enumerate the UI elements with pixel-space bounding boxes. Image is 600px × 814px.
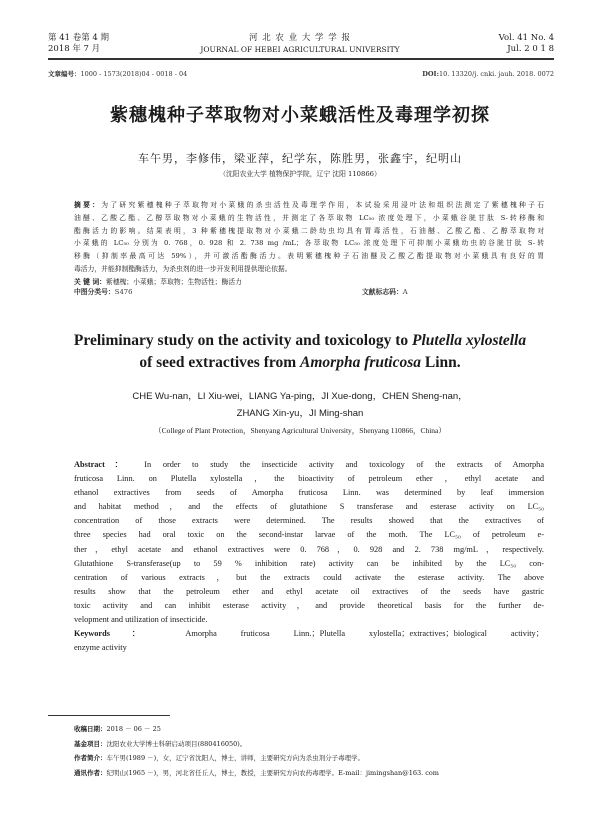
article-number-label: 文章编号： [48,70,81,78]
cn-clc-label: 中图分类号： [74,288,115,296]
article-number-value: 1000 - 1573(2018)04 - 0018 - 04 [80,70,188,78]
cn-abstract-line: 摘要：为了研究紫穗槐种子萃取物对小菜蛾的杀虫活性及毒理学作用，本试验采用浸叶法和组织法测定了紫穗槐种子石 [74,201,545,209]
cn-clc [74,288,132,297]
footnote-rule [48,715,170,716]
journal-cn: 河 北 农 业 大 学 学 报 [249,33,351,43]
en-title-line: Preliminary study on the activity and toxicology to Plutella xylostella [73,332,527,349]
en-abstract-line: centration of various extracts，but the extracts could activate the esterase activity. The above [74,572,544,582]
en-abstract-line: ther，ethyl acetate and ethanol extractives were 0. 768，0. 928 and 2. 738 mg/mL，respectively. [74,544,544,554]
en-abstract-line: fruticosa Linn. on Plutella xylostella，the bioactivity of petroleum ether，ethyl acetate and [74,474,544,484]
footnote-corresponding: 通讯作者：纪明山(1965 －)，男，河北省任丘人，博士，教授，主要研究方向农药毒理学。E-mail：jimingshan@163. com [74,768,439,777]
cn-abstract-label: 摘要： [74,201,102,209]
footnote-author: 作者简介：车午男(1989 －)，女，辽宁省沈阳人，博士，讲师，主要研究方向为杀虫剂分子毒理学。 [74,754,365,762]
en-abstract-line: results show that the petroleum ether and ethyl acetate oil extractives of the seeds have gastric [74,586,544,596]
cn-title: 紫穗槐种子萃取物对小菜蛾活性及毒理学初探 [110,105,490,126]
en-title [0,330,600,374]
cn-abstract-line: 酯酶活力的影响。结果表明，3 种紫穗槐提取物对小菜蛾二龄幼虫均具有胃毒活性，石油醚、乙酸乙酯、乙醇萃取物对 [74,226,544,235]
en-keywords-cont: enzyme activity [74,643,127,653]
volume-cn: 第 41 卷第 4 期 [48,33,110,43]
cn-abstract-line: 移酶（抑制率最高可达 59%），并可激活酯酶活力。表明紫穗槐种子石油醚及乙酸乙酯提取物对小菜蛾具有良好的胃 [74,252,544,261]
cn-abstract-line: 小菜蛾的 LC₅₀ 分别为 0. 768，0. 928 和 2. 738 mg /mL；各萃取物 LC₅₀ 浓度处理下可抑制小菜蛾幼虫的谷胱甘肽 S-转 [74,239,544,248]
en-title-line: of seed extractives from Amorpha fruticosa Linn. [139,354,461,371]
en-abstract-line: concentration of those extracts were determined. The results showed that the extractives of [74,516,544,526]
doi-value: 10. 13320/j. cnki. jauh. 2018. 0072 [438,70,554,78]
cn-abstract-line: 油醚、乙酸乙酯、乙醇萃取物对小菜蛾的生物活性，并测定了各萃取物 LC₅₀ 浓度处理下，小菜蛾谷胱甘肽 S-转移酶和 [74,213,544,222]
cn-keywords-label: 关 键 词： [74,277,106,286]
cn-doc-code [362,288,408,297]
date-cn: 2018 年 7 月 [48,44,101,54]
en-abstract-line: ethanol extractives from seeds of Amorpha fruticosa Linn. was determined by leaf immersion [74,488,544,498]
en-abstract-line: and habitat method，and the effects of glutathione S transferase and esterase activity on LC₅₀ [74,502,544,512]
en-abstract-label: Abstract： [74,460,133,469]
doi [422,70,554,79]
en-abstract [74,458,544,655]
cn-doc-code-label: 文献标志码： [362,288,403,296]
article-number [48,70,187,79]
cn-abstract [74,199,544,289]
footnotes [74,722,554,780]
cn-authors: 车午男，李修伟，梁亚萍，纪学东，陈胜男，张鑫宇，纪明山 [138,152,462,165]
cn-clc-value: S476 [114,288,133,296]
en-abstract-line: Abstract： In order to study the insecticide activity and toxicology of the extracts of Amorpha [74,460,545,469]
cn-keywords-value: 紫穗槐；小菜蛾；萃取物；生物活性；酶活力 [105,277,242,286]
en-abstract-line: toxic activity and can inhibit esterase activity，and provide theoretical basis for the further de- [74,600,544,610]
en-abstract-line: Glutathione S-transferase(up to 59 % inhibition rate) activity can be inhibited by the LC₅₀ con- [74,558,544,568]
en-abstract-line: three species had oral toxic on the second-instar larvae of the moth. The LC₅₀ of petroleum e- [74,530,544,540]
en-authors: CHE Wu-nan，LI Xiu-wei，LIANG Ya-ping，JI Xue-dong，CHEN Sheng-nan， ZHANG Xin-yu，JI Ming-shan [132,391,468,419]
cn-abstract-line: 毒活力，并能抑制酯酶活力，为杀虫剂的进一步开发利用提供理论依据。 [74,264,292,273]
doi-label: DOI: [422,70,439,78]
cn-keywords [74,276,544,289]
date-en: Jul. 2 0 1 8 [507,44,554,54]
footnote-fund: 基金项目：沈阳农业大学博士科研启动项目(880416050)。 [74,739,247,748]
cn-affiliation: （沈阳农业大学 植物保护学院，辽宁 沈阳 110866） [219,170,381,178]
cn-doc-code-value: A [402,288,408,296]
en-keywords-value: Amorpha fruticosa Linn.；Plutella xylostella；extractives；biological activity； [185,629,545,639]
header-rule [48,58,554,60]
volume-en: Vol. 41 No. 4 [498,33,554,43]
en-affiliation: （College of Plant Protection，Shenyang Agricultural University，Shenyang 110866，China） [154,426,446,435]
journal-en: JOURNAL OF HEBEI AGRICULTURAL UNIVERSITY [200,45,400,54]
en-abstract-line: velopment and utilization of insecticide. [74,615,208,625]
en-keywords-label: Keywords： [74,629,162,639]
footnote-received: 收稿日期：2018 － 06 － 25 [74,725,161,733]
en-keywords [74,627,544,641]
header-volume-en [499,33,554,55]
